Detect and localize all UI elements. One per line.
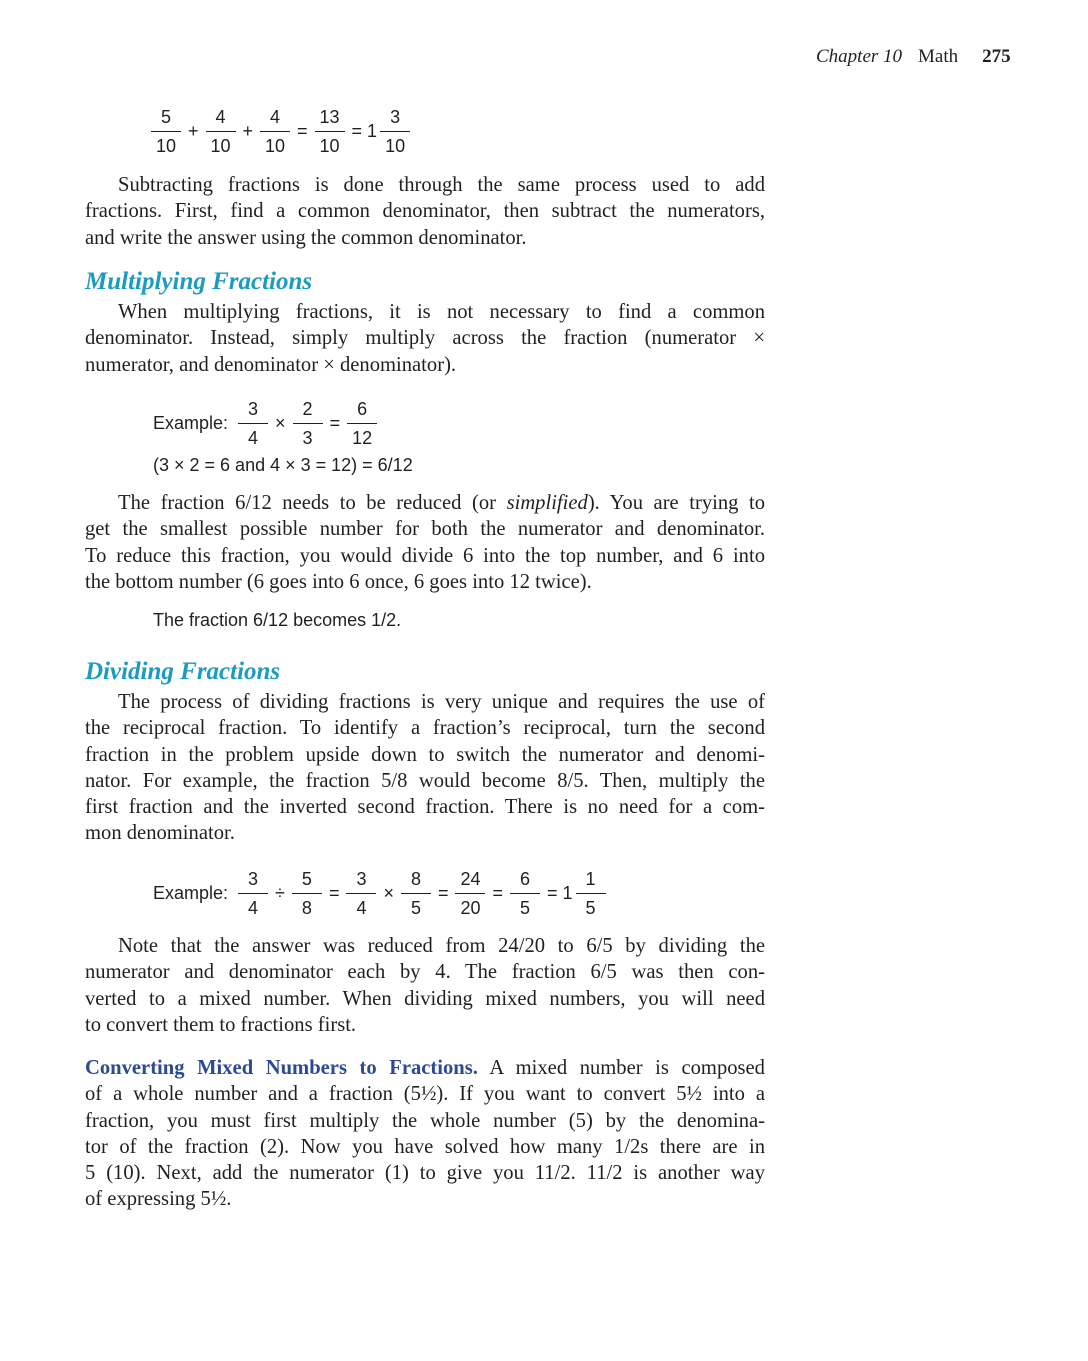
operator: = bbox=[328, 883, 340, 903]
denominator: 12 bbox=[347, 423, 377, 450]
text-line: fraction in the problem upside down to switch the numerator and denomi- bbox=[85, 743, 765, 766]
paragraph-subtracting bbox=[85, 172, 765, 251]
operator: ÷ bbox=[275, 883, 285, 903]
heading-multiplying-fractions: Multiplying Fractions bbox=[85, 268, 313, 295]
numerator: 4 bbox=[270, 107, 281, 127]
fraction bbox=[347, 397, 377, 450]
denominator: 10 bbox=[206, 131, 236, 158]
fraction bbox=[238, 397, 268, 450]
numerator: 13 bbox=[319, 107, 340, 127]
subject-label: Math bbox=[918, 46, 959, 67]
fraction bbox=[401, 867, 431, 920]
page-number: 275 bbox=[982, 46, 1011, 67]
operator: × bbox=[383, 883, 394, 903]
text-line: 5 (10). Next, add the numerator (1) to give you 11/2. 11/2 is another way bbox=[85, 1162, 765, 1185]
text-line: get the smallest possible number for both the numerator and denominator. bbox=[85, 518, 765, 541]
text-line: Converting Mixed Numbers to Fractions. A mixed number is composed bbox=[85, 1057, 765, 1079]
denominator: 4 bbox=[238, 423, 268, 450]
fraction bbox=[510, 867, 540, 920]
text-line: To reduce this fraction, you would divide 6 into the top number, and 6 into bbox=[85, 544, 765, 567]
text-line: fractions. First, find a common denominator, then subtract the numerators, bbox=[85, 200, 765, 223]
paragraph-multiplying bbox=[85, 299, 765, 378]
text-line: The fraction 6/12 needs to be reduced (or simplified). You are trying to bbox=[118, 492, 765, 514]
fraction bbox=[380, 105, 410, 158]
example-label: Example: bbox=[153, 413, 229, 433]
heading-dividing-fractions: Dividing Fractions bbox=[85, 658, 281, 685]
text-line: mon denominator. bbox=[85, 822, 235, 845]
operator: = bbox=[297, 121, 308, 141]
text-line: When multiplying fractions, it is not necessary to find a common bbox=[118, 301, 765, 323]
fraction bbox=[206, 105, 236, 158]
fraction bbox=[260, 105, 290, 158]
operator: = 1 bbox=[547, 883, 573, 903]
example-label: Example: bbox=[153, 883, 229, 903]
operator: = 1 bbox=[351, 121, 378, 141]
numerator: 8 bbox=[410, 869, 421, 889]
numerator: 6 bbox=[519, 869, 530, 889]
numerator: 24 bbox=[460, 869, 481, 889]
fraction bbox=[346, 867, 376, 920]
text-line: and write the answer using the common denominator. bbox=[85, 226, 527, 249]
text-line: first fraction and the inverted second fraction. There is no need for a com- bbox=[85, 796, 765, 819]
text-line: verted to a mixed number. When dividing mixed numbers, you will need bbox=[85, 987, 765, 1010]
equation-divide-example bbox=[153, 867, 606, 920]
text-line: to convert them to fractions first. bbox=[85, 1013, 357, 1036]
text-line: of expressing 5½. bbox=[85, 1188, 232, 1211]
reduce-note: The fraction 6/12 becomes 1/2. bbox=[153, 610, 402, 630]
numerator: 5 bbox=[301, 869, 312, 889]
numerator: 1 bbox=[585, 869, 596, 889]
paragraph-converting-mixed bbox=[85, 1055, 765, 1213]
fraction bbox=[293, 397, 323, 450]
text-line: fraction, you must first multiply the whole number (5) by the denomina- bbox=[85, 1109, 765, 1132]
numerator: 3 bbox=[248, 399, 259, 419]
fraction bbox=[315, 105, 345, 158]
text-line: Subtracting fractions is done through the same process used to add bbox=[118, 174, 765, 196]
text-line: of a whole number and a fraction (5½). If you want to convert 5½ into a bbox=[85, 1083, 765, 1106]
numerator: 3 bbox=[390, 107, 401, 127]
fraction bbox=[576, 867, 606, 920]
denominator: 5 bbox=[510, 893, 540, 920]
text-line: nator. For example, the fraction 5/8 would become 8/5. Then, multiply the bbox=[85, 769, 765, 792]
run-in-heading: Converting Mixed Numbers to Fractions. bbox=[85, 1057, 478, 1079]
numerator: 4 bbox=[215, 107, 226, 127]
denominator: 10 bbox=[260, 131, 290, 158]
operator: + bbox=[242, 121, 254, 141]
text-line: the bottom number (6 goes into 6 once, 6 goes into 12 twice). bbox=[85, 570, 592, 593]
paragraph-note-reduced bbox=[85, 933, 765, 1038]
equation-divide bbox=[238, 867, 605, 920]
paragraph-dividing bbox=[85, 689, 765, 847]
operator: + bbox=[188, 121, 199, 141]
text-line: the reciprocal fraction. To identify a fraction’s reciprocal, turn the second bbox=[85, 717, 765, 740]
denominator: 20 bbox=[455, 893, 485, 920]
denominator: 10 bbox=[315, 131, 345, 158]
equation-multiply bbox=[238, 397, 377, 450]
denominator: 10 bbox=[151, 131, 181, 158]
operator: × bbox=[275, 413, 286, 433]
text-line: numerator, and denominator × denominator). bbox=[85, 353, 457, 376]
denominator: 5 bbox=[576, 893, 606, 920]
equation-addition bbox=[151, 105, 410, 158]
denominator: 4 bbox=[238, 893, 268, 920]
running-header bbox=[816, 46, 1011, 68]
denominator: 4 bbox=[346, 893, 376, 920]
multiply-note: (3 × 2 = 6 and 4 × 3 = 12) = 6/12 bbox=[153, 455, 413, 475]
text-line: denominator. Instead, simply multiply across the fraction (numerator × bbox=[85, 327, 765, 350]
denominator: 3 bbox=[293, 423, 323, 450]
operator: = bbox=[492, 883, 503, 903]
denominator: 5 bbox=[401, 893, 431, 920]
text-line: tor of the fraction (2). Now you have solved how many 1/2s there are in bbox=[85, 1135, 765, 1158]
numerator: 6 bbox=[357, 399, 368, 419]
chapter-label: Chapter 10 bbox=[816, 46, 903, 67]
fraction bbox=[292, 867, 322, 920]
fraction bbox=[151, 105, 181, 158]
numerator: 3 bbox=[356, 869, 367, 889]
operator: = bbox=[329, 413, 341, 433]
numerator: 3 bbox=[248, 869, 259, 889]
numerator: 5 bbox=[160, 107, 171, 127]
equation-multiply-example bbox=[153, 397, 377, 450]
denominator: 8 bbox=[292, 893, 322, 920]
text-line: Note that the answer was reduced from 24/20 to 6/5 by dividing the bbox=[118, 935, 765, 957]
fraction bbox=[238, 867, 268, 920]
text-line: numerator and denominator each by 4. The fraction 6/5 was then con- bbox=[85, 961, 765, 984]
numerator: 2 bbox=[302, 399, 313, 419]
denominator: 10 bbox=[380, 131, 410, 158]
text-line: The process of dividing fractions is very unique and requires the use of bbox=[118, 691, 765, 713]
fraction bbox=[455, 867, 485, 920]
paragraph-reducing bbox=[85, 490, 765, 595]
operator: = bbox=[437, 883, 449, 903]
